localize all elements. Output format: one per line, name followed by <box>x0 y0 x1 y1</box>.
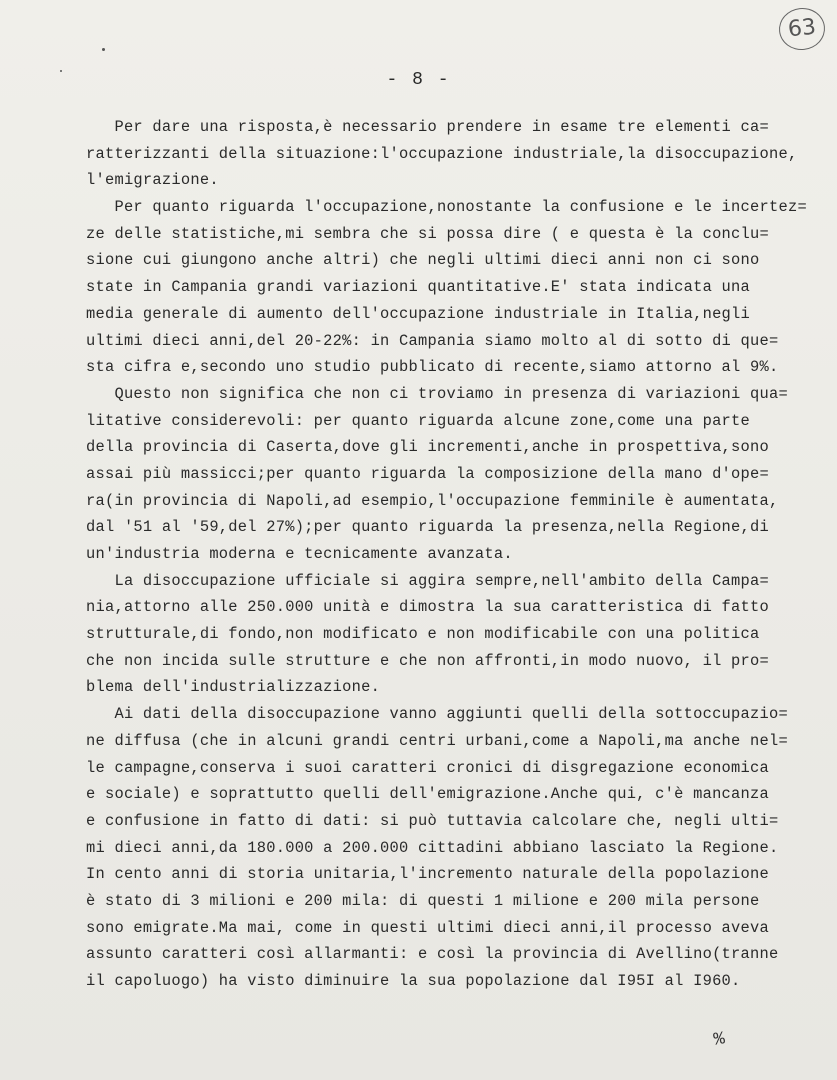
text-line: strutturale,di fondo,non modificato e non modificabile con una politica <box>86 625 760 644</box>
text-line: Ai dati della disoccupazione vanno aggiunti quelli della sottoccupazio= <box>86 705 788 724</box>
text-line: litative considerevoli: per quanto riguarda alcune zone,come una parte <box>86 411 751 430</box>
text-line: ra(in provincia di Napoli,ad esempio,l'occupazione femminile è aumentata, <box>86 491 779 510</box>
text-line: ne diffusa (che in alcuni grandi centri urbani,come a Napoli,ma anche nel= <box>86 731 788 750</box>
text-line: della provincia di Caserta,dove gli incrementi,anche in prospettiva,sono <box>86 438 769 457</box>
text-line: un'industria moderna e tecnicamente avanzata. <box>86 545 513 563</box>
text-line: dal '51 al '59,del 27%);per quanto riguarda la presenza,nella Regione,di <box>86 518 769 537</box>
text-line: le campagne,conserva i suoi caratteri cronici di disgregazione economica <box>86 758 769 777</box>
text-line: Per dare una risposta,è necessario prendere in esame tre elementi ca= <box>86 118 769 136</box>
text-line: sono emigrate.Ma mai, come in questi ultimi dieci anni,il processo aveva <box>86 918 769 937</box>
text-line: blema dell'industrializzazione. <box>86 678 381 697</box>
text-line: è stato di 3 milioni e 200 mila: di questi 1 milione e 200 mila persone <box>86 891 760 910</box>
speck-mark <box>102 48 105 51</box>
text-line: e confusione in fatto di dati: si può tuttavia calcolare che, negli ulti= <box>86 811 779 830</box>
page-number: - 8 - <box>386 70 451 90</box>
text-line: ze delle statistiche,mi sembra che si possa dire ( e questa è la conclu= <box>86 224 769 243</box>
text-line: Questo non significa che non ci troviamo in presenza di variazioni qua= <box>86 384 788 403</box>
archive-number-stamp: 63 <box>777 6 827 53</box>
text-line: Per quanto riguarda l'occupazione,nonostante la confusione e le incertez= <box>86 198 807 217</box>
text-line: il capoluogo) ha visto diminuire la sua popolazione dal I95I al I960. <box>86 972 741 990</box>
text-line: ultimi dieci anni,del 20-22%: in Campania siamo molto al di sotto di que= <box>86 331 779 350</box>
text-line: state in Campania grandi variazioni quantitative.E' stata indicata una <box>86 278 751 297</box>
text-line: che non incida sulle strutture e che non affronti,in modo nuovo, il pro= <box>86 651 769 670</box>
text-line: media generale di aumento dell'occupazione industriale in Italia,negli <box>86 304 751 323</box>
text-line: sione cui giungono anche altri) che negli ultimi dieci anni non ci sono <box>86 251 760 270</box>
text-line: e sociale) e soprattutto quelli dell'emigrazione.Anche qui, c'è mancanza <box>86 785 769 804</box>
text-line: mi dieci anni,da 180.000 a 200.000 cittadini abbiano lasciato la Regione. <box>86 838 779 857</box>
text-line: assunto caratteri così allarmanti: e così la provincia di Avellino(tranne <box>86 945 779 964</box>
text-line: l'emigrazione. <box>86 171 219 190</box>
text-line: La disoccupazione ufficiale si aggira sempre,nell'ambito della Campa= <box>86 571 769 590</box>
text-line: nia,attorno alle 250.000 unità e dimostra la sua caratteristica di fatto <box>86 598 769 617</box>
text-line: ratterizzanti della situazione:l'occupazione industriale,la disoccupazione, <box>86 144 798 163</box>
text-line: sta cifra e,secondo uno studio pubblicato di recente,siamo attorno al 9%. <box>86 358 779 377</box>
text-line: In cento anni di storia unitaria,l'incremento naturale della popolazione <box>86 865 769 884</box>
continuation-mark: % <box>712 1029 727 1051</box>
text-line: assai più massicci;per quanto riguarda la composizione della mano d'ope= <box>86 464 769 483</box>
typed-body-text <box>86 114 821 995</box>
